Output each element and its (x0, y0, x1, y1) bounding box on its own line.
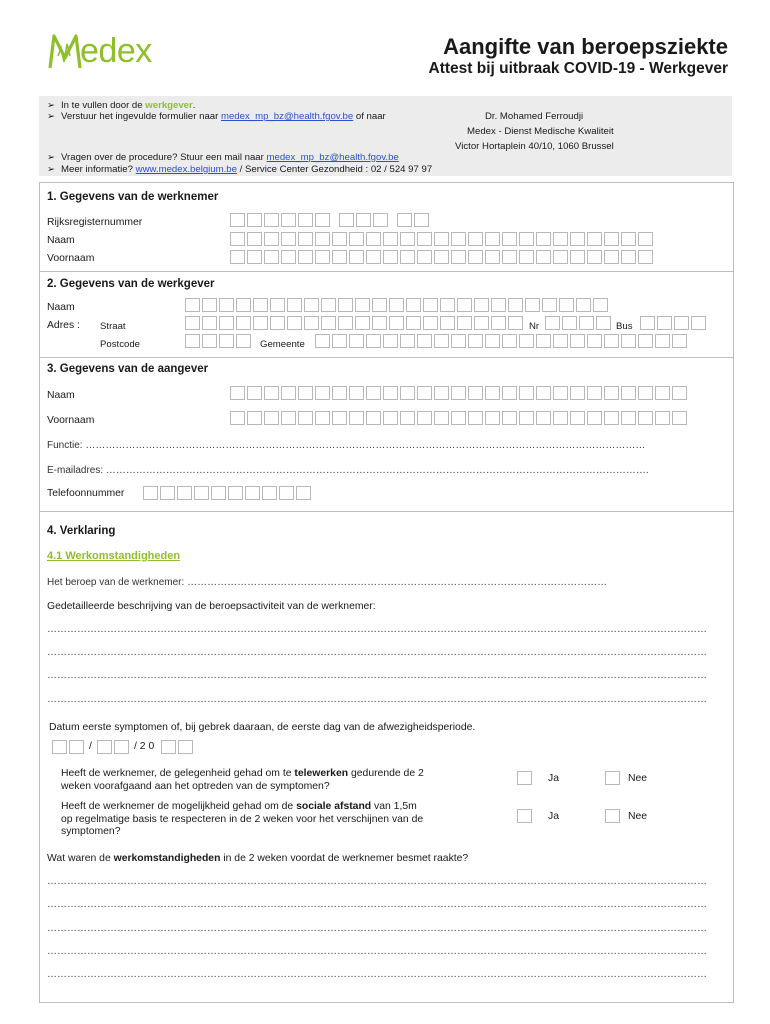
employee-name-field[interactable] (230, 232, 655, 246)
address-name: Dr. Mohamed Ferroudji (485, 111, 584, 122)
activity-line-1[interactable]: ……………………………………………………………………………………………………………………………………………………………………………… (47, 624, 707, 635)
declarant-name-field[interactable] (230, 386, 689, 400)
page-subtitle: Attest bij uitbraak COVID-19 - Werkgever (428, 60, 728, 77)
declarant-firstname-field[interactable] (230, 411, 689, 425)
activity-description-label: Gedetailleerde beschrijving van de beroepsactiviteit van de werknemer: (47, 601, 376, 612)
info-line-send-to: ➢ Verstuur het ingevulde formulier naar medex_mp_bz@health.fgov.be of naar (47, 111, 386, 122)
email-link[interactable]: medex_mp_bz@health.fgov.be (220, 111, 354, 122)
national-number-label: Rijksregisternummer (47, 217, 143, 228)
work-conditions-subheading: 4.1 Werkomstandigheden (47, 550, 181, 562)
section-employer (39, 271, 734, 357)
telework-yes-label: Ja (548, 773, 559, 784)
social-distance-no-label: Nee (628, 811, 648, 822)
medex-logo (46, 30, 156, 76)
section-employee-heading: 1. Gegevens van de werknemer (47, 191, 219, 203)
telework-no-checkbox[interactable] (605, 771, 620, 785)
street-label: Straat (100, 321, 126, 332)
activity-line-3[interactable]: ……………………………………………………………………………………………………………………………………………………………………………… (47, 670, 707, 681)
function-field[interactable]: Functie: …………………………………………………………………………………………………………………………………………………… (47, 440, 646, 451)
first-symptom-date-label: Datum eerste symptomen of, bij gebrek daaraan, de eerste dag van de afwezigheidsperiode. (49, 722, 476, 733)
employee-name-label: Naam (47, 235, 75, 246)
social-distance-question: Heeft de werknemer de mogelijkheid gehad om de sociale afstand van 1,5m op regelmatige basis te respecteren in de 2 weken voor het verschijnen van de symptomen? (61, 801, 424, 837)
section-declarant-heading: 3. Gegevens van de aangever (47, 363, 209, 375)
bus-field[interactable] (640, 316, 708, 330)
questions-email-link[interactable]: medex_mp_bz@health.fgov.be (266, 152, 399, 163)
postcode-label: Postcode (100, 339, 141, 350)
conditions-line-1[interactable]: ……………………………………………………………………………………………………………………………………………………………………………… (47, 876, 707, 887)
employer-name-label: Naam (47, 302, 75, 313)
telework-yes-checkbox[interactable] (517, 771, 532, 785)
telework-question: Heeft de werknemer, de gelegenheid gehad om te telewerken gedurende de 2 weken voorafgaand aan het optreden van de symptomen? (61, 768, 424, 792)
date-year-field[interactable] (161, 740, 195, 754)
info-line-fill-by: ➢ In te vullen door de werkgever. (47, 100, 196, 111)
conditions-line-4[interactable]: ……………………………………………………………………………………………………………………………………………………………………………… (47, 946, 707, 957)
logo-wordmark: edex (80, 32, 152, 70)
number-field[interactable] (545, 316, 613, 330)
activity-line-4[interactable]: ……………………………………………………………………………………………………………………………………………………………………………… (47, 694, 707, 705)
arrow-bullet-icon: ➢ (47, 100, 56, 111)
municipality-label: Gemeente (260, 339, 305, 350)
date-year-prefix: / 2 0 (134, 741, 155, 752)
date-day-field[interactable] (52, 740, 86, 754)
employer-name-field[interactable] (185, 298, 610, 312)
conditions-line-3[interactable]: ……………………………………………………………………………………………………………………………………………………………………………… (47, 923, 707, 934)
medex-logo-icon (48, 32, 82, 72)
website-link[interactable]: www.medex.belgium.be (135, 164, 237, 175)
section-employer-heading: 2. Gegevens van de werkgever (47, 278, 215, 290)
date-month-field[interactable] (97, 740, 131, 754)
number-label: Nr (529, 321, 540, 332)
profession-field[interactable]: Het beroep van de werknemer: ……………………………………………………………………………………………………………… (47, 577, 608, 588)
declarant-firstname-label: Voornaam (47, 415, 95, 426)
social-distance-yes-checkbox[interactable] (517, 809, 532, 823)
employee-firstname-field[interactable] (230, 250, 655, 264)
address-street: Victor Hortaplein 40/10, 1060 Brussel (455, 141, 614, 152)
info-line-questions: ➢ Vragen over de procedure? Stuur een mail naar medex_mp_bz@health.fgov.be (47, 152, 399, 163)
telework-no-label: Nee (628, 773, 648, 784)
work-conditions-question: Wat waren de werkomstandigheden in de 2 weken voordat de werknemer besmet raakte? (47, 853, 469, 864)
bus-label: Bus (616, 321, 633, 332)
section-employee (39, 182, 734, 271)
employee-firstname-label: Voornaam (47, 253, 95, 264)
social-distance-no-checkbox[interactable] (605, 809, 620, 823)
arrow-bullet-icon: ➢ (47, 111, 56, 122)
phone-label: Telefoonnummer (47, 488, 125, 499)
phone-field[interactable] (143, 486, 313, 500)
date-separator: / (89, 741, 92, 752)
municipality-field[interactable] (315, 334, 689, 348)
section-declaration-heading: 4. Verklaring (47, 525, 116, 537)
page-title: Aangifte van beroepsziekte (443, 34, 728, 59)
national-number-field[interactable] (230, 213, 431, 227)
arrow-bullet-icon: ➢ (47, 152, 56, 163)
email-field[interactable]: E-mailadres: ………………………………………………………………………………………………………………………………………………. (47, 465, 649, 476)
info-box (39, 96, 732, 176)
address-department: Medex - Dienst Medische Kwaliteit (467, 126, 614, 137)
arrow-bullet-icon: ➢ (47, 164, 56, 175)
declarant-name-label: Naam (47, 390, 75, 401)
section-declarant (39, 357, 734, 511)
activity-line-2[interactable]: ……………………………………………………………………………………………………………………………………………………………………………… (47, 647, 707, 658)
street-field[interactable] (185, 316, 525, 330)
postcode-field[interactable] (185, 334, 253, 348)
info-line-more-info: ➢ Meer informatie? www.medex.belgium.be / Service Center Gezondheid : 02 / 524 97 97 (47, 164, 433, 175)
section-declaration (39, 511, 734, 1003)
conditions-line-5[interactable]: ……………………………………………………………………………………………………………………………………………………………………………… (47, 969, 707, 980)
address-label: Adres : (47, 320, 80, 331)
conditions-line-2[interactable]: ……………………………………………………………………………………………………………………………………………………………………………… (47, 899, 707, 910)
social-distance-yes-label: Ja (548, 811, 559, 822)
